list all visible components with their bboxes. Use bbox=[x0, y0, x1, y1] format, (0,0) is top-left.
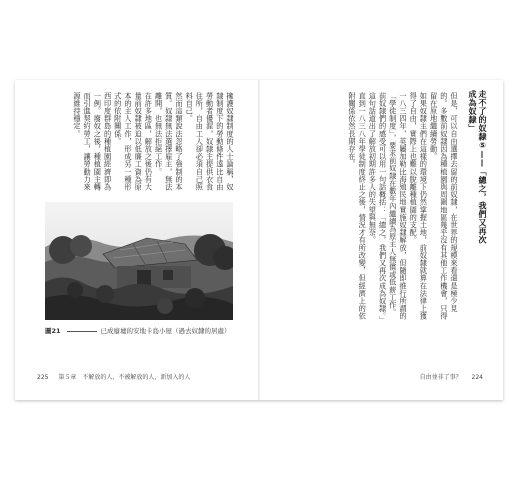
book-spread bbox=[15, 80, 503, 400]
paragraph: 然而這類說法忽略了強制的本質。奴隸無法選擇雇主，無法離開，也無法拒絕工作。 bbox=[154, 92, 184, 191]
ruined-hut-photo-graphic bbox=[45, 202, 233, 320]
paragraph: 擁護奴隸制度的人士論稱，奴隸制度下的勞動條件遠比自由勞動者優渥，奴隸主提供衣食住所，自由工人卻必須自己照料自己。 bbox=[185, 92, 235, 191]
right-footer bbox=[420, 372, 483, 381]
section-heading: 走不了的奴隸⑤——「總之，我們又再次成為奴隸」 bbox=[468, 90, 487, 244]
paragraph: 在許多地區，解放之後仍有大量前奴隸被迫以低廉工資為原本的主人工作，形成另一種形式的依附關係。 bbox=[113, 92, 154, 191]
paragraph: 前奴隸們的感受可以用一句話概括：「總之，我們又再次成為奴隸。」這句話道出了解放初期許多人的失望與無奈。 bbox=[368, 92, 388, 324]
left-page-body-text bbox=[35, 92, 235, 192]
page-number: 224 bbox=[471, 374, 483, 381]
left-page bbox=[15, 80, 259, 400]
ruined-hut-photo bbox=[45, 202, 233, 320]
right-page-body-text bbox=[277, 92, 459, 327]
running-chapter-title: 第５章 不解放的人、不被解放的人、新加入的人 bbox=[58, 374, 191, 381]
paragraph: 西印度群島的種植園經濟即為一例。廢奴之後，種植園主轉而引進契約勞工，讓勞動力來源維持穩定。 bbox=[72, 92, 113, 191]
figure-number: 圖21 bbox=[45, 327, 61, 335]
paragraph: 直到一八三八年學徒制度終止之後，情況才有所改變，但經濟上的依附關係依然長期存在。 bbox=[347, 92, 368, 320]
caption-text: 已成廢墟的安地卡島小屋（過去奴隸的居處） bbox=[100, 327, 231, 335]
paragraph: 如果奴隸主們在這樣的環境下仍然掌握土地，前奴隸就算在法律上獲得了自由，實際上也難以脫離種植園的支配。 bbox=[409, 92, 429, 320]
paragraph: 但是，可以自由選擇去留的前奴隸，在世界的規模來看還是極少見的。多數前奴隸因為種植園與周圍地區幾乎沒有其他工作機會，只得留在原地繼續勞動。 bbox=[429, 92, 459, 320]
caption-rule bbox=[67, 331, 97, 332]
photo-caption bbox=[45, 326, 245, 335]
left-footer bbox=[37, 372, 190, 381]
page-number: 225 bbox=[37, 374, 49, 381]
right-page bbox=[259, 80, 503, 400]
running-section-title: 自由並非了事？ bbox=[419, 374, 462, 381]
paragraph: 一八三四年，英屬加勒比海殖民地實施奴隸解放，但隨即推行所謂的「學徒制度」，要求前奴隸在數年內繼續為原主人無償或低薪工作。 bbox=[388, 92, 408, 320]
